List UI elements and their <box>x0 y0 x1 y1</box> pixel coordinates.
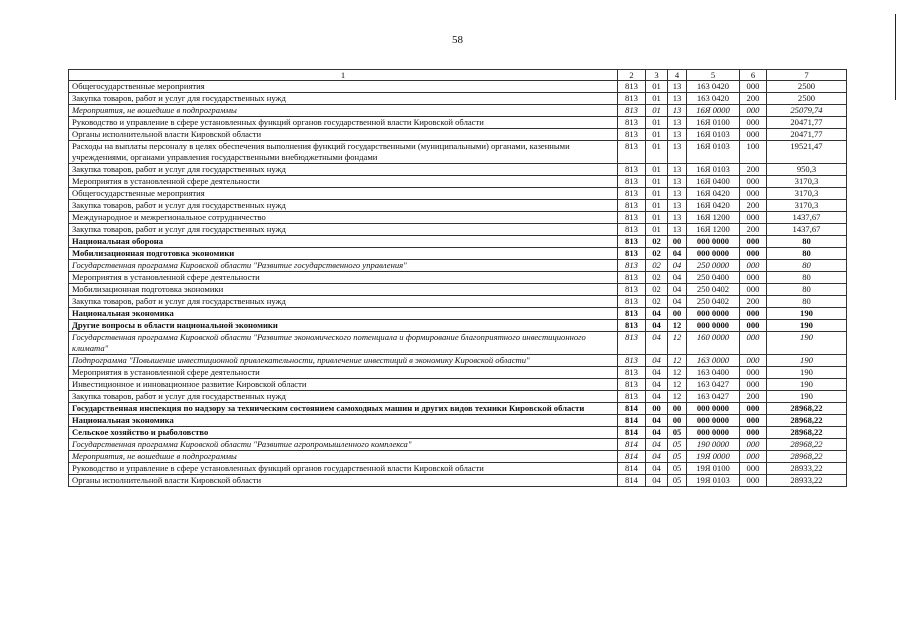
row-subsection: 04 <box>668 248 687 260</box>
row-subsection: 12 <box>668 355 687 367</box>
row-expense-type: 000 <box>740 308 767 320</box>
row-amount: 190 <box>767 367 847 379</box>
row-subsection: 05 <box>668 475 687 487</box>
row-subsection: 05 <box>668 427 687 439</box>
table-row <box>69 379 847 391</box>
row-admin-code: 814 <box>618 451 646 463</box>
header-col-6: 6 <box>740 70 767 81</box>
table-row <box>69 81 847 93</box>
row-amount: 190 <box>767 379 847 391</box>
row-admin-code: 813 <box>618 355 646 367</box>
table-row <box>69 212 847 224</box>
row-expense-type: 000 <box>740 320 767 332</box>
row-subsection: 13 <box>668 200 687 212</box>
row-subsection: 13 <box>668 81 687 93</box>
row-target-article: 16Я 1200 <box>687 224 740 236</box>
row-amount: 80 <box>767 296 847 308</box>
row-amount: 80 <box>767 284 847 296</box>
row-target-article: 163 0000 <box>687 355 740 367</box>
row-subsection: 05 <box>668 439 687 451</box>
row-section: 04 <box>646 391 668 403</box>
table-row <box>69 367 847 379</box>
page-number: 58 <box>452 34 463 46</box>
row-amount: 28968,22 <box>767 451 847 463</box>
row-subsection: 13 <box>668 129 687 141</box>
row-section: 01 <box>646 141 668 164</box>
table-row <box>69 320 847 332</box>
row-amount: 3170,3 <box>767 200 847 212</box>
table-row <box>69 260 847 272</box>
table-row <box>69 308 847 320</box>
row-expense-type: 000 <box>740 379 767 391</box>
row-amount: 190 <box>767 355 847 367</box>
row-section: 04 <box>646 308 668 320</box>
row-expense-type: 100 <box>740 141 767 164</box>
row-name: Общегосударственные мероприятия <box>69 81 618 93</box>
row-expense-type: 000 <box>740 415 767 427</box>
row-amount: 1437,67 <box>767 212 847 224</box>
table-row <box>69 427 847 439</box>
row-section: 01 <box>646 224 668 236</box>
row-admin-code: 813 <box>618 105 646 117</box>
row-admin-code: 813 <box>618 200 646 212</box>
row-expense-type: 200 <box>740 164 767 176</box>
table-row <box>69 236 847 248</box>
row-admin-code: 814 <box>618 427 646 439</box>
row-expense-type: 000 <box>740 451 767 463</box>
row-admin-code: 813 <box>618 164 646 176</box>
row-target-article: 190 0000 <box>687 439 740 451</box>
row-expense-type: 000 <box>740 248 767 260</box>
row-target-article: 163 0427 <box>687 379 740 391</box>
row-admin-code: 814 <box>618 403 646 415</box>
table-row <box>69 164 847 176</box>
table-row <box>69 188 847 200</box>
row-section: 04 <box>646 367 668 379</box>
header-col-5: 5 <box>687 70 740 81</box>
row-target-article: 000 0000 <box>687 427 740 439</box>
table-body <box>69 81 847 487</box>
row-subsection: 12 <box>668 320 687 332</box>
row-target-article: 160 0000 <box>687 332 740 355</box>
row-target-article: 16Я 0420 <box>687 188 740 200</box>
header-row <box>69 70 847 81</box>
row-subsection: 05 <box>668 451 687 463</box>
row-expense-type: 000 <box>740 212 767 224</box>
table-row <box>69 93 847 105</box>
row-expense-type: 200 <box>740 93 767 105</box>
row-section: 04 <box>646 463 668 475</box>
row-expense-type: 000 <box>740 367 767 379</box>
row-subsection: 00 <box>668 236 687 248</box>
row-target-article: 250 0400 <box>687 272 740 284</box>
row-target-article: 000 0000 <box>687 236 740 248</box>
row-section: 04 <box>646 379 668 391</box>
row-subsection: 04 <box>668 284 687 296</box>
row-name: Мероприятия в установленной сфере деятельности <box>69 176 618 188</box>
row-section: 01 <box>646 200 668 212</box>
row-amount: 190 <box>767 332 847 355</box>
row-subsection: 04 <box>668 272 687 284</box>
row-target-article: 19Я 0100 <box>687 463 740 475</box>
row-name: Мероприятия в установленной сфере деятельности <box>69 272 618 284</box>
row-name: Закупка товаров, работ и услуг для государственных нужд <box>69 391 618 403</box>
row-section: 02 <box>646 296 668 308</box>
table-row <box>69 355 847 367</box>
row-section: 01 <box>646 105 668 117</box>
row-subsection: 12 <box>668 332 687 355</box>
row-section: 01 <box>646 164 668 176</box>
row-expense-type: 200 <box>740 200 767 212</box>
row-expense-type: 000 <box>740 427 767 439</box>
row-expense-type: 000 <box>740 463 767 475</box>
row-amount: 2500 <box>767 93 847 105</box>
row-name: Международное и межрегиональное сотрудничество <box>69 212 618 224</box>
table-row <box>69 105 847 117</box>
row-target-article: 16Я 1200 <box>687 212 740 224</box>
row-target-article: 19Я 0000 <box>687 451 740 463</box>
header-col-2: 2 <box>618 70 646 81</box>
row-admin-code: 813 <box>618 296 646 308</box>
row-admin-code: 814 <box>618 463 646 475</box>
row-target-article: 163 0427 <box>687 391 740 403</box>
table-row <box>69 415 847 427</box>
table-row <box>69 475 847 487</box>
header-col-3: 3 <box>646 70 668 81</box>
row-section: 01 <box>646 212 668 224</box>
row-admin-code: 814 <box>618 475 646 487</box>
row-section: 04 <box>646 451 668 463</box>
row-admin-code: 813 <box>618 224 646 236</box>
row-name: Подпрограмма "Повышение инвестиционной привлекательности, привлечение инвестиций в экономику Кировской области" <box>69 355 618 367</box>
row-section: 00 <box>646 403 668 415</box>
row-section: 01 <box>646 176 668 188</box>
row-section: 04 <box>646 355 668 367</box>
row-expense-type: 000 <box>740 332 767 355</box>
table-row <box>69 200 847 212</box>
row-name: Сельское хозяйство и рыболовство <box>69 427 618 439</box>
row-subsection: 12 <box>668 391 687 403</box>
row-amount: 190 <box>767 391 847 403</box>
row-admin-code: 813 <box>618 272 646 284</box>
row-admin-code: 814 <box>618 415 646 427</box>
row-subsection: 13 <box>668 224 687 236</box>
row-section: 04 <box>646 427 668 439</box>
row-admin-code: 813 <box>618 284 646 296</box>
table-row <box>69 248 847 260</box>
table-row <box>69 129 847 141</box>
header-col-1: 1 <box>69 70 618 81</box>
row-amount: 80 <box>767 260 847 272</box>
table-row <box>69 439 847 451</box>
table-row <box>69 141 847 164</box>
row-section: 04 <box>646 320 668 332</box>
row-name: Мероприятия, не вошедшие в подпрограммы <box>69 451 618 463</box>
table-row <box>69 332 847 355</box>
row-expense-type: 000 <box>740 272 767 284</box>
row-target-article: 16Я 0100 <box>687 117 740 129</box>
row-section: 02 <box>646 236 668 248</box>
row-amount: 3170,3 <box>767 176 847 188</box>
row-admin-code: 813 <box>618 379 646 391</box>
row-name: Инвестиционное и инновационное развитие Кировской области <box>69 379 618 391</box>
row-subsection: 00 <box>668 308 687 320</box>
row-subsection: 04 <box>668 260 687 272</box>
row-expense-type: 000 <box>740 188 767 200</box>
row-subsection: 05 <box>668 463 687 475</box>
row-expense-type: 200 <box>740 224 767 236</box>
table-row <box>69 284 847 296</box>
row-section: 01 <box>646 93 668 105</box>
row-subsection: 13 <box>668 188 687 200</box>
row-name: Мероприятия в установленной сфере деятельности <box>69 367 618 379</box>
row-expense-type: 000 <box>740 117 767 129</box>
row-target-article: 000 0000 <box>687 320 740 332</box>
row-subsection: 13 <box>668 117 687 129</box>
row-target-article: 000 0000 <box>687 308 740 320</box>
row-name: Национальная экономика <box>69 308 618 320</box>
row-admin-code: 813 <box>618 117 646 129</box>
row-amount: 28968,22 <box>767 427 847 439</box>
row-section: 01 <box>646 188 668 200</box>
row-target-article: 163 0420 <box>687 81 740 93</box>
row-admin-code: 813 <box>618 141 646 164</box>
budget-table <box>68 69 847 487</box>
table-row <box>69 272 847 284</box>
row-target-article: 16Я 0400 <box>687 176 740 188</box>
row-section: 02 <box>646 272 668 284</box>
row-subsection: 13 <box>668 93 687 105</box>
row-admin-code: 813 <box>618 260 646 272</box>
row-admin-code: 813 <box>618 81 646 93</box>
row-target-article: 000 0000 <box>687 248 740 260</box>
row-name: Закупка товаров, работ и услуг для государственных нужд <box>69 93 618 105</box>
row-name: Государственная программа Кировской области "Развитие государственного управления" <box>69 260 618 272</box>
row-admin-code: 813 <box>618 367 646 379</box>
row-target-article: 163 0420 <box>687 93 740 105</box>
table-row <box>69 391 847 403</box>
table-row <box>69 403 847 415</box>
row-target-article: 000 0000 <box>687 415 740 427</box>
table-row <box>69 451 847 463</box>
row-target-article: 19Я 0103 <box>687 475 740 487</box>
row-name: Расходы на выплаты персоналу в целях обеспечения выполнения функций государственными (муниципальными) органами, казенными учреждениями, органами управления государственными внебюджетными фондами <box>69 141 618 164</box>
row-amount: 20471,77 <box>767 117 847 129</box>
row-amount: 80 <box>767 272 847 284</box>
row-section: 04 <box>646 415 668 427</box>
row-name: Закупка товаров, работ и услуг для государственных нужд <box>69 224 618 236</box>
row-amount: 28968,22 <box>767 415 847 427</box>
row-section: 02 <box>646 248 668 260</box>
row-name: Национальная экономика <box>69 415 618 427</box>
row-admin-code: 813 <box>618 320 646 332</box>
row-admin-code: 814 <box>618 439 646 451</box>
row-name: Мобилизационная подготовка экономики <box>69 248 618 260</box>
row-amount: 2500 <box>767 81 847 93</box>
row-amount: 19521,47 <box>767 141 847 164</box>
row-section: 04 <box>646 439 668 451</box>
row-admin-code: 813 <box>618 236 646 248</box>
row-amount: 25079,74 <box>767 105 847 117</box>
row-name: Мобилизационная подготовка экономики <box>69 284 618 296</box>
table-row <box>69 176 847 188</box>
row-section: 02 <box>646 284 668 296</box>
row-target-article: 16Я 0103 <box>687 141 740 164</box>
row-admin-code: 813 <box>618 188 646 200</box>
row-expense-type: 000 <box>740 403 767 415</box>
row-expense-type: 000 <box>740 129 767 141</box>
row-expense-type: 000 <box>740 176 767 188</box>
row-subsection: 12 <box>668 367 687 379</box>
row-amount: 28968,22 <box>767 439 847 451</box>
row-section: 04 <box>646 475 668 487</box>
row-expense-type: 000 <box>740 284 767 296</box>
row-subsection: 13 <box>668 212 687 224</box>
row-expense-type: 200 <box>740 296 767 308</box>
row-amount: 80 <box>767 248 847 260</box>
row-name: Закупка товаров, работ и услуг для государственных нужд <box>69 296 618 308</box>
table-row <box>69 117 847 129</box>
row-amount: 28968,22 <box>767 403 847 415</box>
row-subsection: 04 <box>668 296 687 308</box>
row-expense-type: 000 <box>740 355 767 367</box>
header-col-7: 7 <box>767 70 847 81</box>
row-amount: 20471,77 <box>767 129 847 141</box>
row-admin-code: 813 <box>618 332 646 355</box>
row-target-article: 16Я 0420 <box>687 200 740 212</box>
row-subsection: 13 <box>668 141 687 164</box>
row-target-article: 250 0402 <box>687 296 740 308</box>
row-name: Общегосударственные мероприятия <box>69 188 618 200</box>
row-section: 01 <box>646 117 668 129</box>
row-name: Государственная программа Кировской области "Развитие экономического потенциала и формирование благоприятного инвестиционного климата" <box>69 332 618 355</box>
row-name: Закупка товаров, работ и услуг для государственных нужд <box>69 164 618 176</box>
row-amount: 950,3 <box>767 164 847 176</box>
row-admin-code: 813 <box>618 391 646 403</box>
row-name: Национальная оборона <box>69 236 618 248</box>
row-admin-code: 813 <box>618 93 646 105</box>
row-section: 01 <box>646 129 668 141</box>
row-name: Другие вопросы в области национальной экономики <box>69 320 618 332</box>
row-amount: 28933,22 <box>767 463 847 475</box>
row-name: Руководство и управление в сфере установленных функций органов государственной власти Кировской области <box>69 463 618 475</box>
row-target-article: 16Я 0103 <box>687 164 740 176</box>
row-expense-type: 000 <box>740 439 767 451</box>
row-expense-type: 000 <box>740 475 767 487</box>
row-section: 04 <box>646 332 668 355</box>
row-subsection: 00 <box>668 415 687 427</box>
row-target-article: 163 0400 <box>687 367 740 379</box>
row-amount: 28933,22 <box>767 475 847 487</box>
header-col-4: 4 <box>668 70 687 81</box>
row-target-article: 000 0000 <box>687 403 740 415</box>
row-expense-type: 000 <box>740 81 767 93</box>
row-name: Органы исполнительной власти Кировской области <box>69 475 618 487</box>
table-row <box>69 463 847 475</box>
row-target-article: 16Я 0000 <box>687 105 740 117</box>
row-name: Государственная инспекция по надзору за техническим состоянием самоходных машин и других видов техники Кировской области <box>69 403 618 415</box>
row-subsection: 00 <box>668 403 687 415</box>
row-expense-type: 000 <box>740 260 767 272</box>
table-row <box>69 224 847 236</box>
row-section: 01 <box>646 81 668 93</box>
row-target-article: 250 0000 <box>687 260 740 272</box>
row-expense-type: 200 <box>740 391 767 403</box>
row-name: Руководство и управление в сфере установленных функций органов государственной власти Кировской области <box>69 117 618 129</box>
row-amount: 3170,3 <box>767 188 847 200</box>
row-amount: 1437,67 <box>767 224 847 236</box>
row-admin-code: 813 <box>618 248 646 260</box>
row-name: Государственная программа Кировской области "Развитие агропромышленного комплекса" <box>69 439 618 451</box>
row-target-article: 250 0402 <box>687 284 740 296</box>
row-expense-type: 000 <box>740 105 767 117</box>
row-name: Органы исполнительной власти Кировской области <box>69 129 618 141</box>
row-amount: 80 <box>767 236 847 248</box>
row-subsection: 12 <box>668 379 687 391</box>
row-expense-type: 000 <box>740 236 767 248</box>
row-admin-code: 813 <box>618 212 646 224</box>
row-target-article: 16Я 0103 <box>687 129 740 141</box>
row-subsection: 13 <box>668 105 687 117</box>
row-section: 02 <box>646 260 668 272</box>
row-amount: 190 <box>767 308 847 320</box>
row-name: Закупка товаров, работ и услуг для государственных нужд <box>69 200 618 212</box>
row-amount: 190 <box>767 320 847 332</box>
margin-rule <box>895 14 896 100</box>
row-admin-code: 813 <box>618 308 646 320</box>
row-subsection: 13 <box>668 176 687 188</box>
row-subsection: 13 <box>668 164 687 176</box>
row-admin-code: 813 <box>618 176 646 188</box>
table-row <box>69 296 847 308</box>
row-name: Мероприятия, не вошедшие в подпрограммы <box>69 105 618 117</box>
row-admin-code: 813 <box>618 129 646 141</box>
